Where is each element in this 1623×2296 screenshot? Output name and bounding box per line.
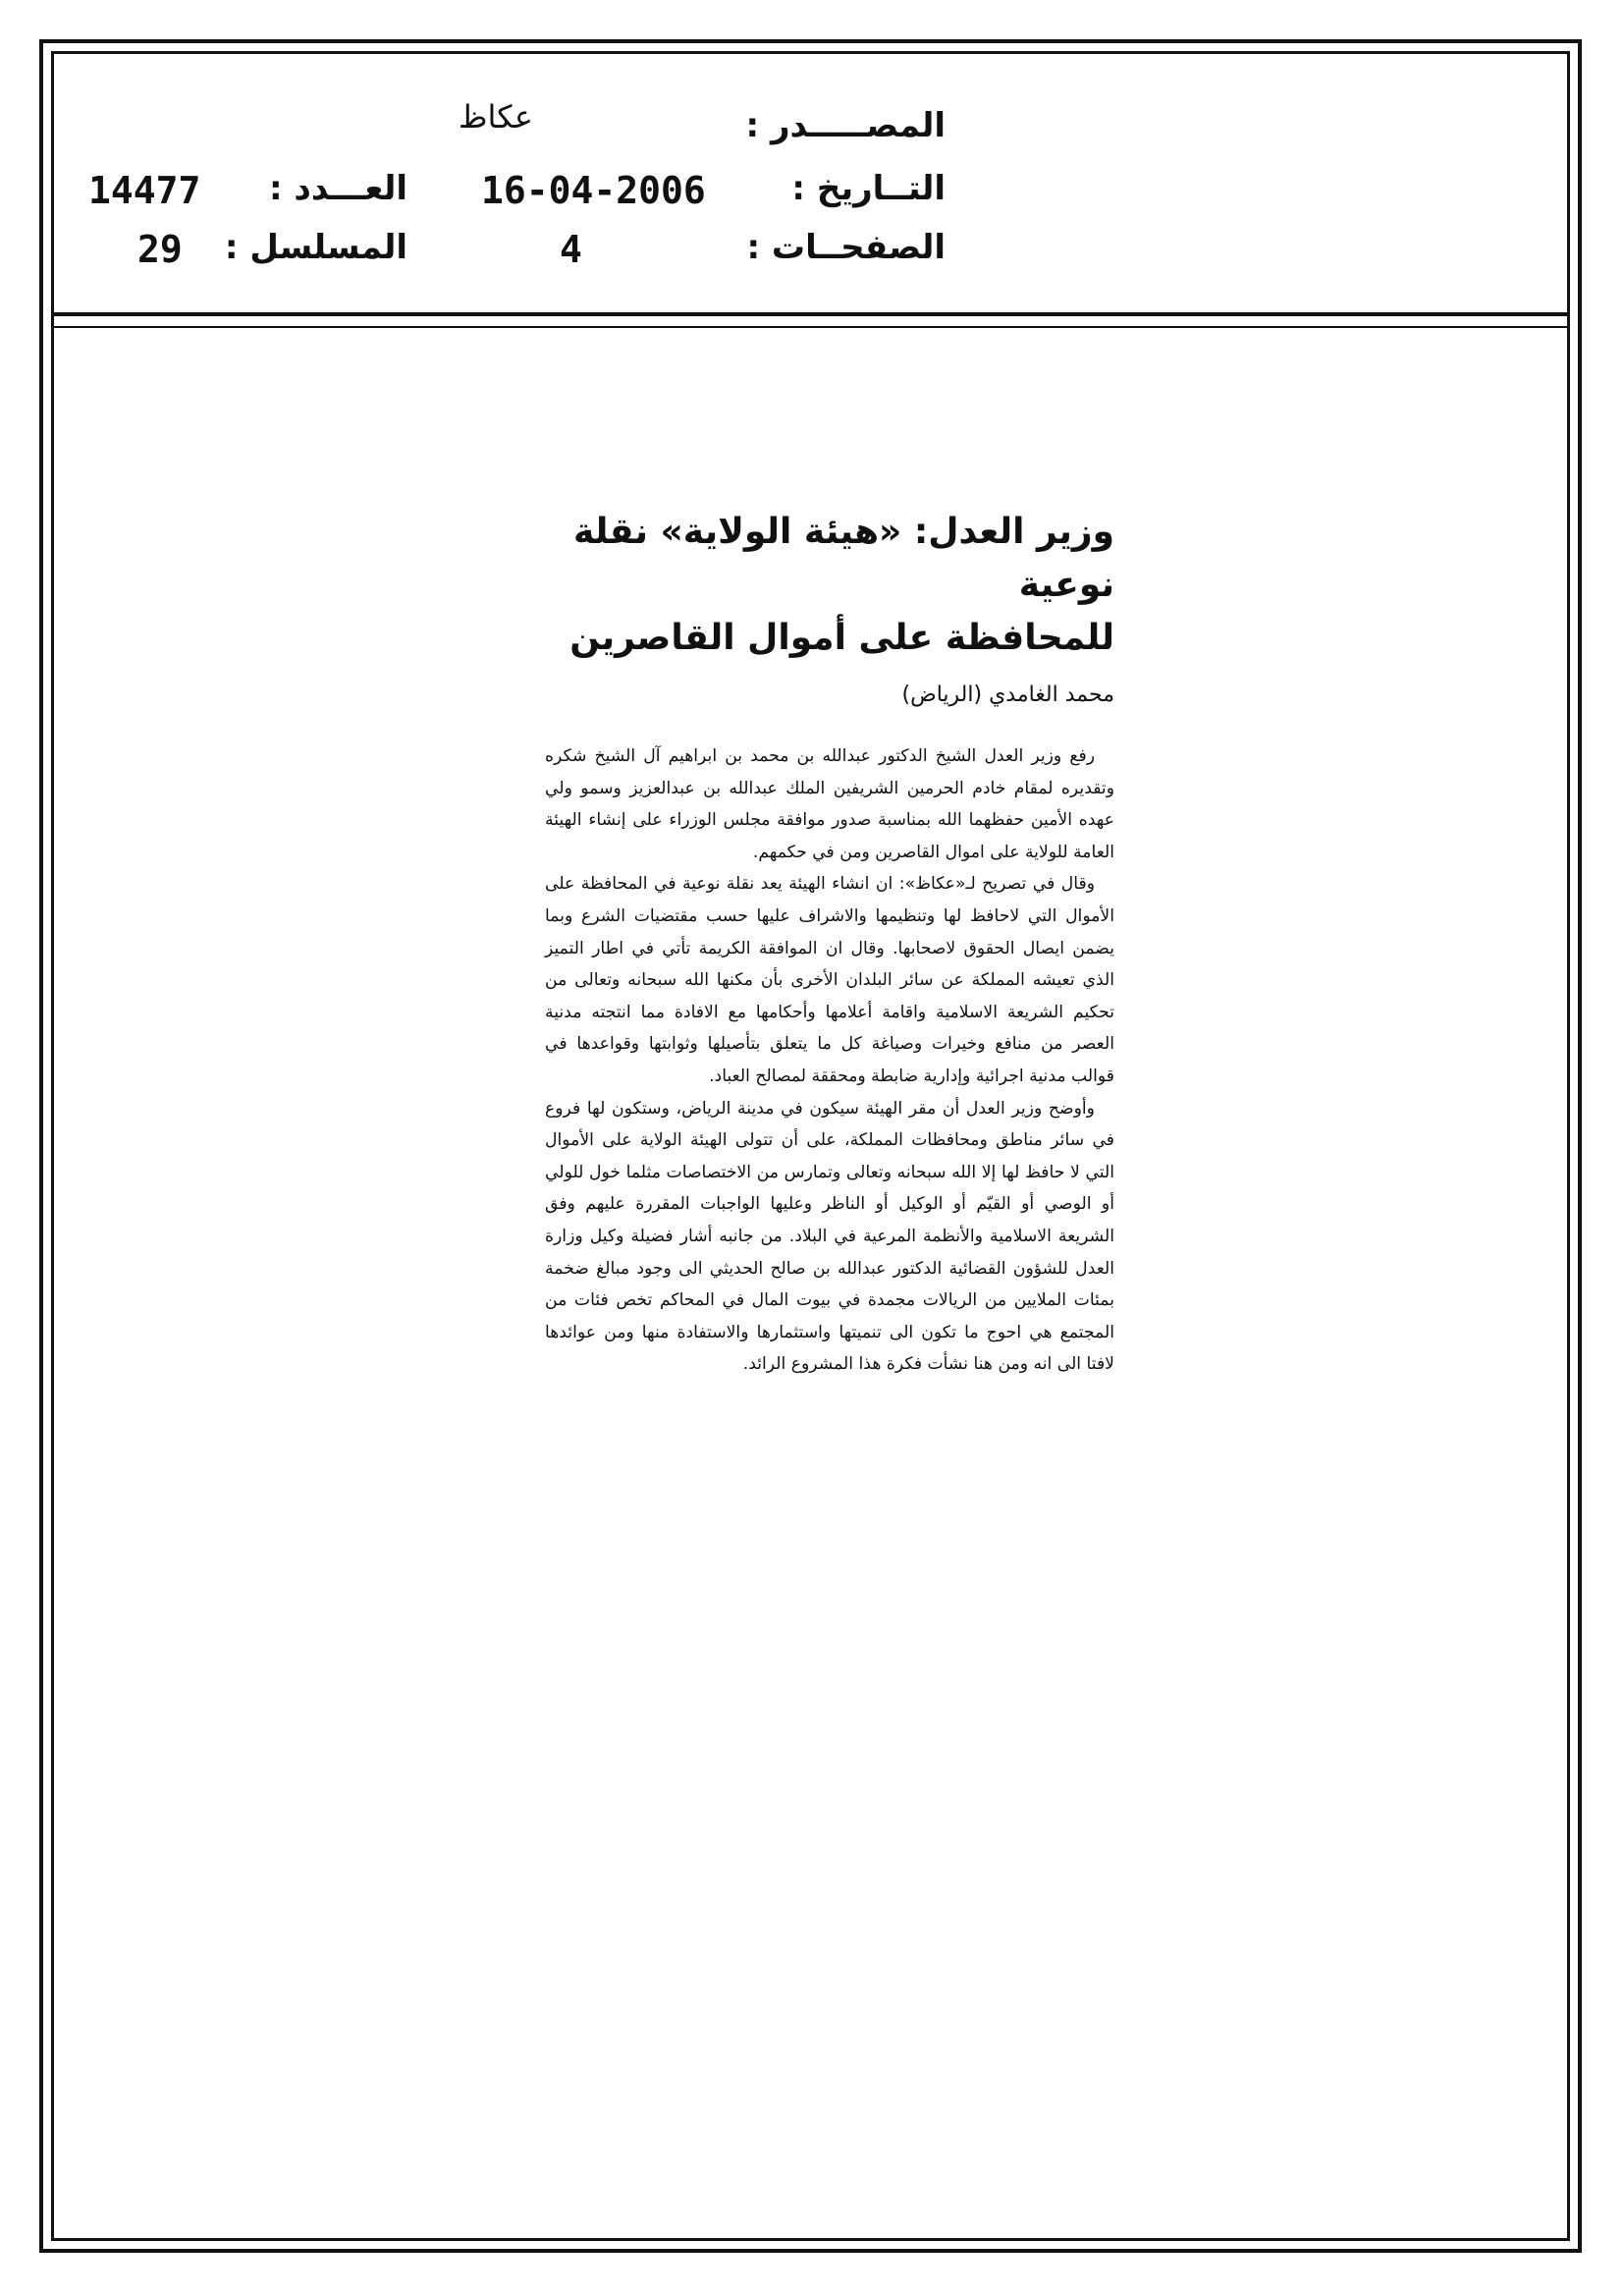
- headline-line-2: للمحافظة على أموال القاصرين: [569, 618, 1114, 658]
- article-body: [545, 740, 1114, 1381]
- serial-value: 29: [137, 228, 183, 271]
- article-byline: محمد الغامدي (الرياض): [901, 683, 1114, 707]
- date-value: 16-04-2006: [481, 169, 706, 212]
- source-value: عكاظ: [458, 98, 533, 136]
- header-divider-thin: [51, 326, 1570, 328]
- pages-value: 4: [560, 228, 582, 271]
- article-headline: [545, 506, 1114, 665]
- headline-line-1: وزير العدل: «هيئة الولاية» نقلة نوعية: [573, 512, 1114, 605]
- header-divider: [51, 312, 1570, 316]
- issue-label: العـــدد :: [269, 169, 407, 208]
- article-clipping: [545, 506, 1114, 1381]
- serial-label: المسلسل :: [224, 228, 407, 267]
- article-paragraph: وأوضح وزير العدل أن مقر الهيئة سيكون في مدينة الرياض، وستكون لها فروع في سائر مناطق ومحافظات المملكة، على أن تتولى الهيئة الولاية على الأموال التي لا حافظ لها إلا الله سبحانه وتعالى وتمارس من الاختصاصات مثلما خول للولي أو الوصي أو القيّم أو الوكيل أو الناظر وعليها الواجبات المقررة عليهم وفق الشريعة الاسلامية والأنظمة المرعية في البلاد. من جانبه أشار فضيلة وكيل وزارة العدل للشؤون القضائية الدكتور عبدالله بن صالح الحديثي الى وجود مبالغ ضخمة بمئات الملايين من الريالات مجمدة في بيوت المال في المحاكم تخص فئات من المجتمع هي احوج ما تكون الى تنميتها واستثمارها والاستفادة منها ومن عوائدها لافتا الى انه ومن هنا نشأت فكرة هذا المشروع الرائد.: [545, 1098, 1114, 1375]
- pages-label: الصفحــات :: [746, 228, 946, 267]
- date-label: التــاريخ :: [791, 169, 946, 208]
- source-label: المصـــــدر :: [745, 106, 946, 145]
- article-paragraph: وقال في تصريح لـ«عكاظ»: ان انشاء الهيئة يعد نقلة نوعية في المحافظة على الأموال التي لاحافظ لها وتنظيمها والاشراف عليها حسب مقتضيات الشرع وبما يضمن ايصال الحقوق لاصحابها. وقال ان الموافقة الكريمة تأتي في اطار التميز الذي تعيشه المملكة عن سائر البلدان الأخرى بأن مكنها الله سبحانه وتعالى من تحكيم الشريعة الاسلامية واقامة أعلامها وأحكامها مع الافادة مما انتجته مدنية العصر من منافع وخيرات وصياغة كل ما يتعلق بتأصيلها وثوابتها وقواعدها في قوالب مدنية اجرائية وإدارية ضابطة ومحققة لمصالح العباد.: [545, 874, 1114, 1086]
- article-paragraph: رفع وزير العدل الشيخ الدكتور عبدالله بن محمد بن ابراهيم آل الشيخ شكره وتقديره لمقام خادم الحرمين الشريفين الملك عبدالله بن عبدالعزيز وسمو ولي عهده الأمين حفظهما الله بمناسبة صدور موافقة مجلس الوزراء على إنشاء الهيئة العامة للولاية على اموال القاصرين ومن في حكمهم.: [545, 746, 1114, 862]
- issue-value: 14477: [88, 169, 201, 212]
